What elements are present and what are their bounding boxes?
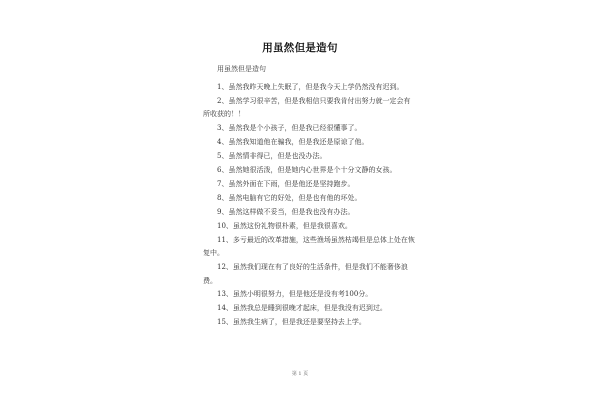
list-item: 14、虽然我总是睡到很晚才起床，但是我没有迟到过。 xyxy=(217,304,387,313)
list-item: 1、虽然我昨天晚上失眠了，但是我今天上学仍然没有迟到。 xyxy=(217,83,404,91)
list-item: 2、虽然学习很辛苦，但是我相信只要我肯付出努力就一定会有所收获的！！ xyxy=(203,96,411,119)
list-item: 10、虽然这份礼物很朴素，但是我很喜欢。 xyxy=(217,221,352,230)
list-item: 15、虽然我生病了，但是我还是要坚持去上学。 xyxy=(217,318,366,327)
list-item: 8、虽然电脑有它的好处，但是也有他的坏处。 xyxy=(217,193,362,202)
list-item: 5、虽然情非得已，但是也没办法。 xyxy=(217,152,327,161)
document-subtitle: 用虽然但是造句 xyxy=(217,65,266,73)
list-item: 11、多亏最近的改革措施，这些渔场虽然枯竭但是总体上处在恢复中。 xyxy=(203,235,415,258)
list-item: 4、虽然我知道他在骗我，但是我还是原谅了他。 xyxy=(217,138,369,147)
list-item: 13、虽然小明很努力，但是他还是没有考100分。 xyxy=(217,290,373,299)
list-item: 7、虽然外面在下雨，但是他还是坚持跑步。 xyxy=(217,179,355,188)
page-number: 第 1 页 xyxy=(291,371,309,377)
list-item: 12、虽然我们现在有了良好的生活条件，但是我们不能奢侈浪费。 xyxy=(203,262,408,285)
list-item: 3、虽然我是个小孩子，但是我已经很懂事了。 xyxy=(217,124,362,133)
list-item: 6、虽然她很活泼，但是她内心世界是个十分文静的女孩。 xyxy=(217,166,397,175)
page-title: 用虽然但是造句 xyxy=(262,42,338,54)
list-item: 9、虽然这样做不妥当，但是我也没有办法。 xyxy=(217,207,355,216)
sentence-list xyxy=(203,81,415,330)
